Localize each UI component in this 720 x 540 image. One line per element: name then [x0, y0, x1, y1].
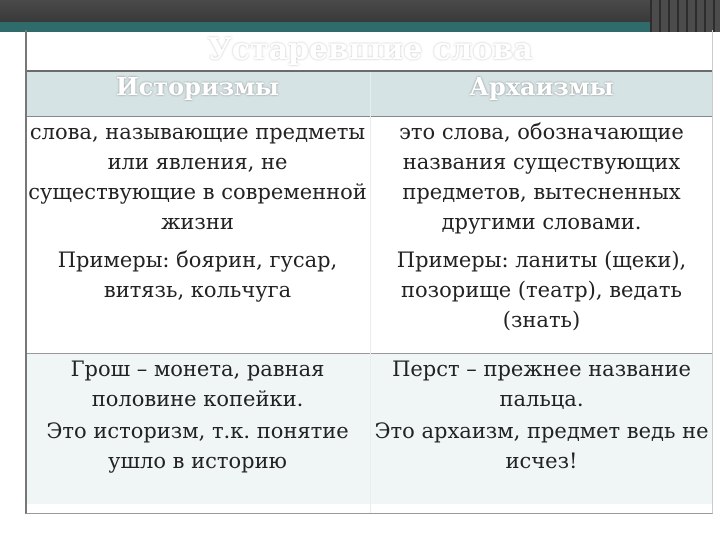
table-row: [25, 117, 713, 246]
historism-sample: Грош – монета, равная половине копейки.: [25, 354, 370, 417]
column-divider: [370, 72, 371, 514]
header-bar: [0, 0, 720, 22]
historism-examples: Примеры: боярин, гусар, витязь, кольчуга: [57, 248, 338, 302]
table-row: [25, 354, 713, 417]
comparison-table: [25, 72, 713, 504]
table-header-row: [25, 72, 713, 117]
archaism-explanation: Это архаизм, предмет ведь не исчез!: [370, 416, 713, 504]
page-title: Устаревшие слова: [207, 33, 533, 67]
table-row: [25, 416, 713, 504]
column-header-archaisms: Архаизмы: [370, 72, 713, 117]
column-header-historisms: Историзмы: [25, 72, 370, 117]
historism-explanation: Это историзм, т.к. понятие ушло в историю: [25, 416, 370, 504]
header-accent-bar: [0, 22, 720, 32]
header-decoration: [650, 0, 720, 32]
historism-definition: слова, называющие предметы или явления, не существующие в современной жизни: [28, 120, 367, 234]
archaism-sample: Перст – прежнее название пальца.: [370, 354, 713, 417]
table-row: [25, 245, 713, 354]
archaism-definition: это слова, обозначающие названия существующих предметов, вытесненных другими словами.: [399, 120, 684, 234]
archaism-examples: Примеры: ланиты (щеки), позорище (театр), ведать (знать): [396, 248, 687, 332]
